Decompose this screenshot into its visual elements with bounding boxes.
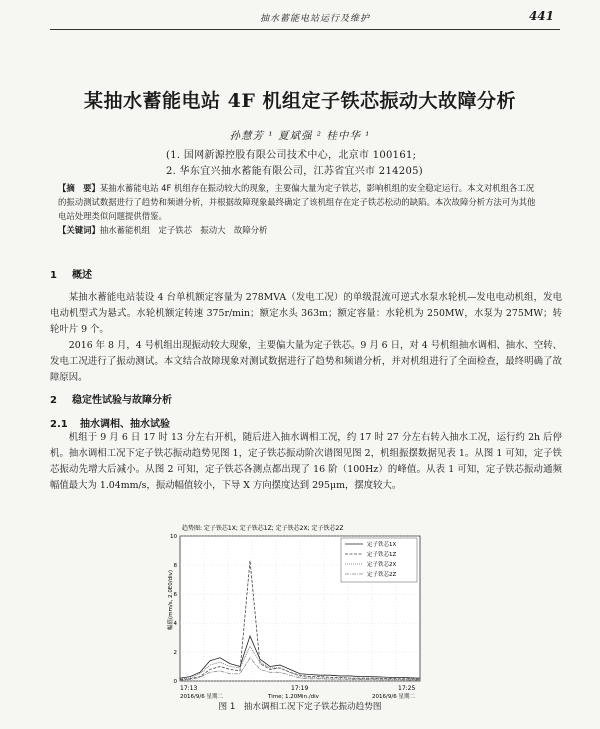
abstract-text: 某抽水蓄能电站 4F 机组存在振动较大的现象，主要偏大量为定子铁芯，影响机组的安全稳定运行。本文对机组各工况的振动测试数据进行了趋势和频谱分析，并根据故障现象最终确定了该机组存在定子铁芯松动的缺陷。本次故障分析方法可为其他电站处理类似问题提供借鉴。 (58, 183, 536, 221)
keywords-label: 【关键词】 (58, 225, 100, 235)
chart-title: 趋势图: 定子铁芯1X; 定子铁芯1Z; 定子铁芯2X; 定子铁芯2Z (182, 525, 344, 532)
paper-title: 某抽水蓄能电站 4F 机组定子铁芯振动大故障分析 (84, 90, 516, 112)
affiliation-1: (1. 国网新源控股有限公司技术中心，北京市 100161; (166, 150, 417, 161)
keywords (58, 223, 538, 237)
section-title: 稳定性试验与故障分析 (72, 395, 172, 406)
trend-chart (160, 520, 430, 715)
y-tick-label: 0 (173, 679, 177, 685)
abstract-label: 【摘 要】 (58, 183, 100, 193)
y-tick-label: 4 (173, 621, 177, 627)
y-tick-label: 6 (173, 592, 177, 598)
y-tick-label: 10 (170, 534, 177, 540)
page-number: 441 (528, 9, 554, 23)
y-axis-label: 幅值(mm/s, 2.0E0/div) (168, 569, 174, 630)
x-start-time: 17:13 (180, 685, 198, 692)
legend (341, 538, 417, 582)
x-axis-label: Time; 1.20Min./div (268, 694, 319, 700)
legend-label: 定子铁芯1X (367, 542, 397, 548)
section-title: 抽水调相、抽水试验 (80, 419, 170, 430)
x-start-date: 2016/9/6 星期二 (180, 694, 223, 700)
y-tick-label: 8 (173, 563, 177, 569)
abstract (58, 181, 538, 237)
x-end-time: 17:25 (398, 685, 416, 692)
x-end-date: 2016/9/6 星期二 (372, 694, 415, 700)
paragraph: 2016 年 8 月，4 号机组出现振动较大现象，主要偏大量为定子铁芯。9 月 6 日，对 4 号机组抽水调相、抽水、空转、发电工况进行了振动测试。本文结合故障现象对测试数据进行了趋势和频谱分析，并对机组进行了全面检查，最终明确了故障原因。 (50, 340, 562, 383)
section-number: 2 (50, 395, 57, 406)
section-heading (50, 266, 92, 281)
keywords-text: 抽水蓄能机组 定子铁芯 振动大 故障分析 (99, 225, 268, 235)
section-heading (50, 391, 172, 406)
legend-label: 定子铁芯2X (367, 562, 397, 568)
affiliation-2: 2. 华东宜兴抽水蓄能有限公司，江苏省宜兴市 214205) (166, 166, 423, 177)
page-header (50, 8, 560, 30)
section-title: 概述 (72, 270, 92, 281)
authors: 孙慧芳 ¹ 夏斌强 ² 桂中华 ¹ (229, 130, 371, 142)
running-title: 抽水蓄能电站运行及维护 (260, 14, 371, 24)
subsection-heading (50, 415, 170, 430)
section-number: 2.1 (50, 419, 68, 430)
x-mid-time: 17:19 (291, 685, 309, 692)
paragraph: 某抽水蓄能电站装设 4 台单机额定容量为 278MVA（发电工况）的单级混流可逆式水泵水轮机—发电电动机组，发电电动机型式为悬式。水轮机额定转速 375r/min；额定水头 363m；额定容量：水轮机为 250MW，水泵为 275MW；转轮叶片 9 个。 (50, 292, 562, 335)
paragraph: 机组于 9 月 6 日 17 时 13 分左右开机，随后进入抽水调相工况，约 17 时 27 分左右转入抽水工况，运行约 2h 后停机。抽水调相工况下定子铁芯振动趋势见图 1，定子铁芯振动阶次谱图见图 2，机组振摆数据见表 1。从图 1 可知，定子铁芯振动先增大后减小。从图 2 可知，定子铁芯各测点都出现了 16 阶（100Hz）的峰值。从表 1 可知，定子铁芯振动通频幅值最大为 1.04mm/s，振动幅值较小，下导 X 方向摆度达到 295μm，摆度较大。 (50, 432, 562, 491)
legend-label: 定子铁芯2Z (367, 572, 397, 578)
section-number: 1 (50, 270, 57, 281)
abstract-body (58, 181, 538, 223)
y-tick-label: 2 (173, 650, 177, 656)
figure-caption: 图 1 抽水调相工况下定子铁芯振动趋势图 (218, 702, 382, 712)
legend-label: 定子铁芯1Z (367, 552, 397, 558)
